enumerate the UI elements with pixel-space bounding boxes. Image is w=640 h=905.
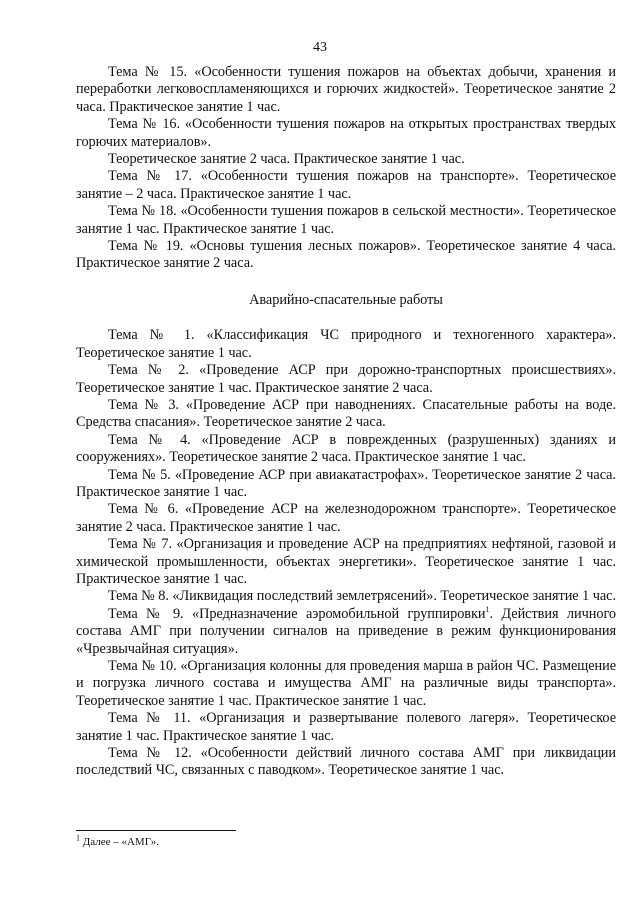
footnote <box>76 833 160 848</box>
footnote-text: Далее – «АМГ». <box>80 836 160 848</box>
rescue-topic-9-main: Тема № 9. «Предназначение аэромобильной группировки <box>108 605 486 622</box>
rescue-topic-10: Тема № 10. «Организация колонны для проведения марша в район ЧС. Размещение и погрузка личного состава и имущества АМГ на различные виды транспорта». Теоретическое занятие 1 час. Практическое занятие 1 час. <box>76 658 616 709</box>
topic-15: Тема № 15. «Особенности тушения пожаров на объектах добычи, хранения и переработки легковоспламеняющихся и горючих жидкостей». Теоретическое занятие 2 часа. Практическое занятие 1 час. <box>76 64 616 115</box>
rescue-topic-12: Тема № 12. «Особенности действий личного состава АМГ при ликвидации последствий ЧС, связанных с паводком». Теоретическое занятие 1 час. <box>76 745 616 779</box>
rescue-topic-9 <box>76 606 616 658</box>
rescue-topic-9-rest: . Действия личного состава АМГ при получении сигналов на приведение в режим функционирования «Чрезвычайная ситуация». <box>76 605 617 657</box>
topic-19: Тема № 19. «Основы тушения лесных пожаров». Теоретическое занятие 4 часа. Практическое занятие 2 часа. <box>76 238 616 272</box>
rescue-topic-4: Тема № 4. «Проведение АСР в поврежденных (разрушенных) зданиях и сооружениях». Теоретическое занятие 2 часа. Практическое занятие 1 час. <box>76 431 616 466</box>
rescue-topic-5: Тема № 5. «Проведение АСР при авиакатастрофах». Теоретическое занятие 2 часа. Практическое занятие 1 час. <box>76 466 616 500</box>
rescue-topic-7: Тема № 7. «Организация и проведение АСР на предприятиях нефтяной, газовой и химической промышленности, объектах энергетики». Теоретическое занятие 1 час. Практическое занятие 1 час. <box>76 536 616 587</box>
topic-18: Тема № 18. «Особенности тушения пожаров в сельской местности». Теоретическое занятие 1 час. Практическое занятие 1 час. <box>76 203 616 237</box>
section-title: Аварийно-спасательные работы <box>249 291 443 308</box>
rescue-topic-8: Тема № 8. «Ликвидация последствий землетрясений». Теоретическое занятие 1 час. <box>108 588 616 605</box>
rescue-topic-3: Тема № 3. «Проведение АСР при наводнениях. Спасательные работы на воде. Средства спасания». Теоретическое занятие 2 часа. <box>76 396 616 431</box>
rescue-topic-2: Тема № 2. «Проведение АСР при дорожно-транспортных происшествиях». Теоретическое занятие 1 час. Практическое занятие 2 часа. <box>76 362 616 396</box>
topic-16-hours: Теоретическое занятие 2 часа. Практическое занятие 1 час. <box>108 151 465 168</box>
footnote-mark: 1 <box>76 833 80 843</box>
rescue-topic-6: Тема № 6. «Проведение АСР на железнодорожном транспорте». Теоретическое занятие 2 часа. Практическое занятие 1 час. <box>76 501 616 535</box>
document-body <box>76 64 616 780</box>
topic-16: Тема № 16. «Особенности тушения пожаров на открытых пространствах твердых горючих материалов». <box>76 116 616 150</box>
topic-17: Тема № 17. «Особенности тушения пожаров на транспорте». Теоретическое занятие – 2 часа. Практическое занятие 1 час. <box>76 168 616 202</box>
footnote-divider <box>76 830 236 831</box>
rescue-topic-1: Тема № 1. «Классификация ЧС природного и техногенного характера». Теоретическое занятие 1 час. <box>76 327 616 361</box>
footnote-reference: 1 <box>485 605 490 615</box>
page-number: 43 <box>313 40 327 55</box>
rescue-topic-11: Тема № 11. «Организация и развертывание полевого лагеря». Теоретическое занятие 1 час. Практическое занятие 1 час. <box>76 710 616 744</box>
